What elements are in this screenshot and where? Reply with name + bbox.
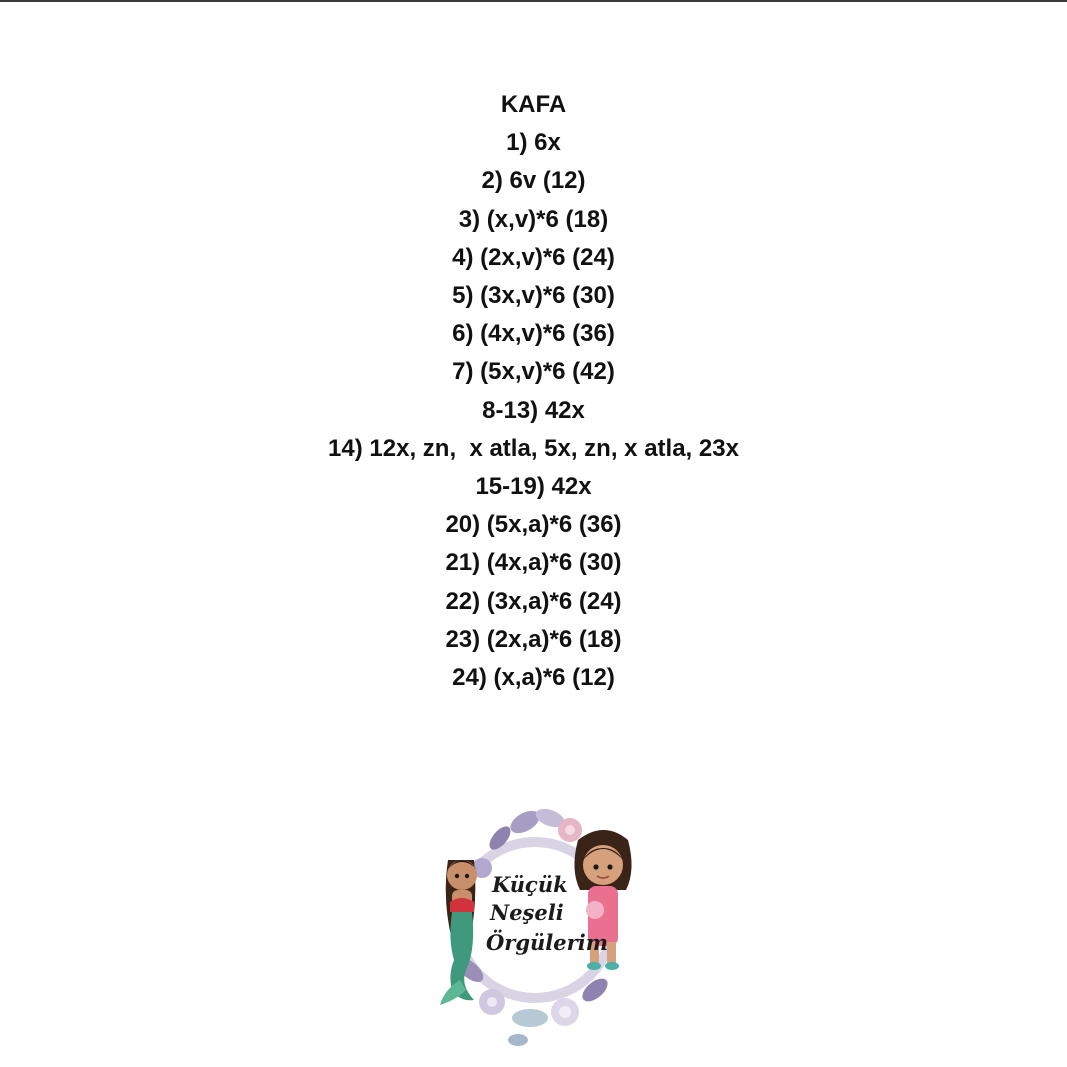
pattern-row: 22) (3x,a)*6 (24) xyxy=(445,587,622,615)
pattern-row: 3) (x,v)*6 (18) xyxy=(458,205,609,233)
logo-wreath-graphic xyxy=(430,790,645,1055)
pattern-title: KAFA xyxy=(500,91,567,118)
pattern-row: 4) (2x,v)*6 (24) xyxy=(452,243,615,271)
pattern-row: 15-19) 42x xyxy=(475,473,592,501)
pattern-row: 24) (x,a)*6 (12) xyxy=(452,664,615,692)
brand-logo xyxy=(430,790,645,1055)
pattern-row: 2) 6v (12) xyxy=(481,167,586,195)
pattern-row: 5) (3x,v)*6 (30) xyxy=(452,282,615,310)
pattern-row: 8-13) 42x xyxy=(482,396,585,424)
mermaid-doll-illustration xyxy=(440,860,477,1005)
logo-line-3: Örgülerim xyxy=(486,930,608,955)
pattern-row: 1) 6x xyxy=(506,129,561,157)
pattern-row: 6) (4x,v)*6 (36) xyxy=(452,320,615,348)
pattern-row: 21) (4x,a)*6 (30) xyxy=(445,549,622,577)
logo-line-2: Neşeli xyxy=(490,900,564,925)
logo-line-1: Küçük xyxy=(492,872,568,897)
top-divider xyxy=(0,0,1067,2)
pattern-row: 20) (5x,a)*6 (36) xyxy=(445,511,622,539)
pattern-row: 23) (2x,a)*6 (18) xyxy=(445,625,622,653)
pattern-row: 14) 12x, zn, x atla, 5x, zn, x atla, 23x xyxy=(328,434,739,462)
pattern-row: 7) (5x,v)*6 (42) xyxy=(452,358,615,386)
crochet-pattern xyxy=(0,86,1067,697)
